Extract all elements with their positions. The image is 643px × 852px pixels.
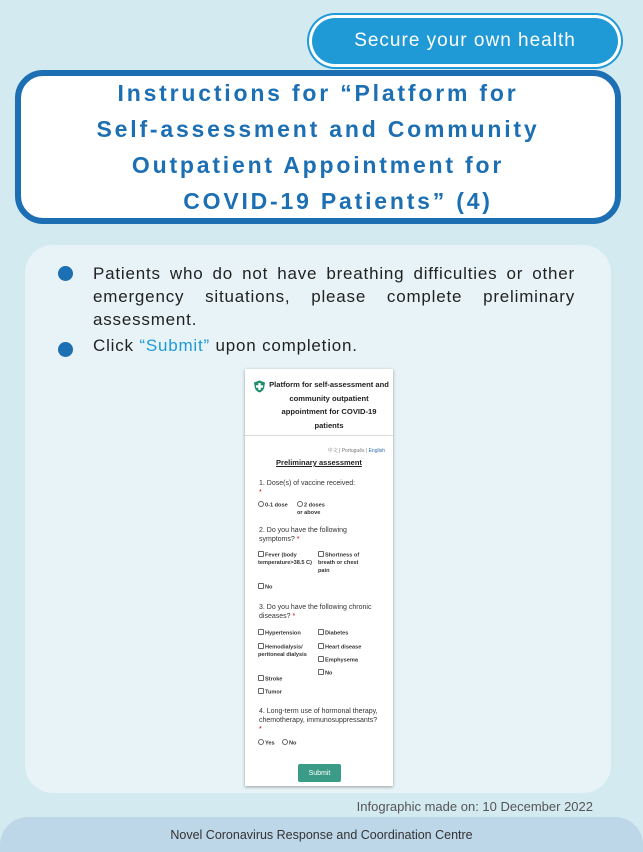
- q3-option-7[interactable]: Stroke: [258, 675, 282, 684]
- q2-option-2[interactable]: Shortness of breath or chest pain: [318, 552, 360, 575]
- lang-sep: |: [337, 448, 342, 454]
- checkbox-icon: [258, 551, 264, 557]
- checkbox-icon: [318, 629, 324, 635]
- bullet-2-suffix: upon completion.: [210, 336, 358, 355]
- submit-button[interactable]: Submit: [298, 764, 341, 782]
- required-mark: *: [259, 489, 262, 496]
- question-2: [259, 526, 379, 544]
- infographic-date: Infographic made on: 10 December 2022: [356, 799, 593, 814]
- lang-zh-link[interactable]: 中文: [327, 448, 338, 454]
- checkbox-icon: [318, 551, 324, 557]
- bullet-dot-icon: [58, 266, 73, 281]
- radio-icon: [258, 501, 264, 507]
- radio-icon: [258, 739, 264, 745]
- checkbox-icon: [258, 675, 264, 681]
- checkbox-icon: [318, 656, 324, 662]
- q3-option-5[interactable]: Emphysema: [318, 656, 358, 665]
- checkbox-icon: [318, 643, 324, 649]
- radio-icon: [282, 739, 288, 745]
- q4-option-2[interactable]: No: [282, 739, 296, 748]
- bullet-dot-icon: [58, 342, 73, 357]
- submit-highlight: “Submit”: [139, 336, 210, 355]
- section-tag: Secure your own health: [312, 18, 618, 64]
- title-line-4: COVID-19 Patients” (4): [183, 188, 493, 214]
- required-mark: *: [259, 726, 262, 733]
- lang-sep: |: [364, 448, 369, 454]
- form-screenshot: [245, 369, 393, 786]
- language-switcher: [328, 447, 385, 454]
- bullet-2-prefix: Click: [93, 336, 140, 355]
- title-line-3: Outpatient Appointment for: [131, 152, 505, 178]
- q1-text: 1. Dose(s) of vaccine received:: [259, 480, 356, 487]
- bullet-text-1: Patients who do not have breathing difficulties or other emergency situations, please complete preliminary assessment.: [93, 264, 575, 329]
- title-line-2: Self-assessment and Community: [96, 116, 540, 142]
- q3-option-1[interactable]: Hypertension: [258, 629, 301, 638]
- form-title: Platform for self-assessment and community outpatient appointment for COVID-19 patients: [269, 380, 389, 430]
- q2-text: 2. Do you have the following symptoms?: [259, 527, 347, 543]
- title-line-1: Instructions for “Platform for: [117, 80, 519, 106]
- radio-icon: [297, 501, 303, 507]
- q2-option-3[interactable]: No: [258, 583, 272, 592]
- form-divider: [245, 435, 393, 436]
- required-mark: *: [292, 613, 296, 620]
- form-subtitle: Preliminary assessment: [276, 458, 362, 467]
- bullet-text-2: [93, 334, 575, 357]
- q2-option-1[interactable]: Fever (body temperature>38.5 C): [258, 552, 312, 567]
- checkbox-icon: [258, 643, 264, 649]
- q3-option-8[interactable]: Tumor: [258, 688, 282, 697]
- checkbox-icon: [258, 583, 264, 589]
- footer-bar: [0, 817, 643, 852]
- checkbox-icon: [258, 688, 264, 694]
- question-1: [259, 479, 379, 497]
- checkbox-icon: [318, 669, 324, 675]
- q3-option-6[interactable]: No: [318, 669, 332, 678]
- lang-en-link[interactable]: English: [368, 448, 385, 454]
- q3-option-4[interactable]: Heart disease: [318, 643, 361, 652]
- q4-text: 4. Long-term use of hormonal therapy, chemotherapy, immunosuppressants?: [259, 708, 378, 724]
- q3-option-3[interactable]: Hemodialysis/ peritoneal dialysis: [258, 644, 307, 659]
- question-4: [259, 707, 379, 734]
- organization-name: Novel Coronavirus Response and Coordination Centre: [170, 827, 473, 842]
- lang-pt-link[interactable]: Português: [341, 448, 365, 454]
- form-header: [253, 378, 389, 428]
- q3-option-2[interactable]: Diabetes: [318, 629, 348, 638]
- title-box: [15, 70, 621, 224]
- required-mark: *: [296, 536, 300, 543]
- health-shield-icon: [253, 380, 266, 393]
- checkbox-icon: [258, 629, 264, 635]
- q1-option-1[interactable]: 0-1 dose: [258, 501, 298, 510]
- q3-text: 3. Do you have the following chronic diseases?: [259, 604, 372, 620]
- q1-option-2[interactable]: 2 doses or above: [297, 502, 325, 517]
- question-3: [259, 603, 379, 621]
- q4-option-1[interactable]: Yes: [258, 739, 275, 748]
